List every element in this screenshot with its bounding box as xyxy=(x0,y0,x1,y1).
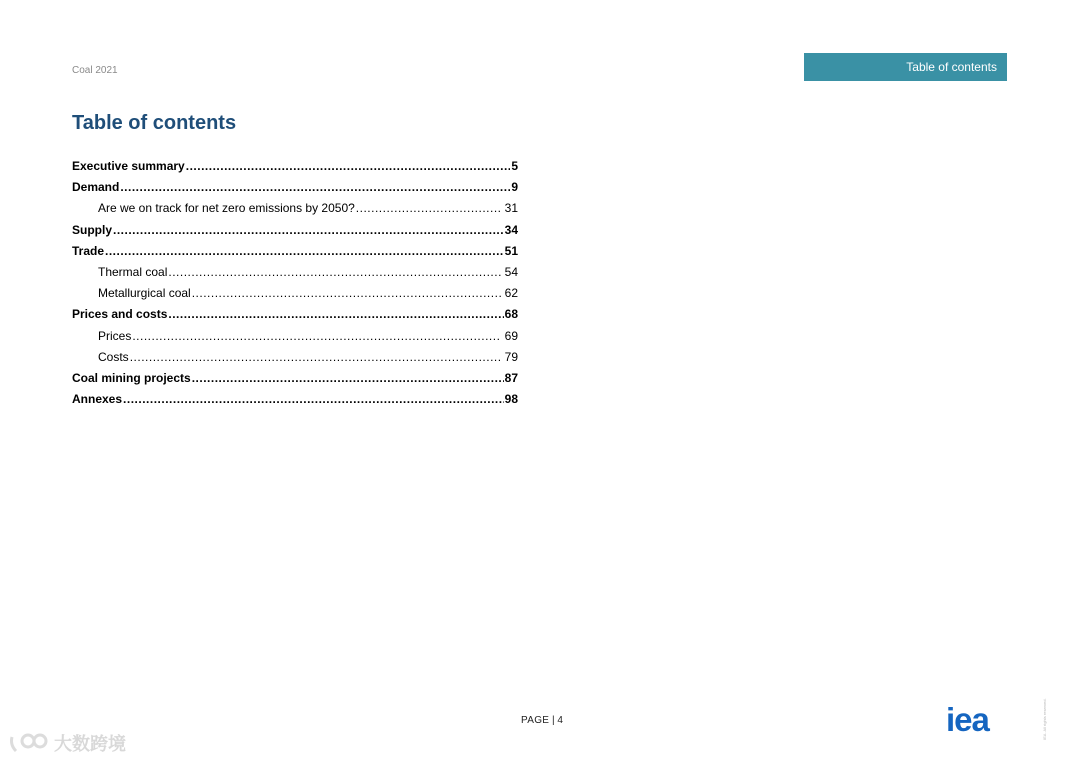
table-of-contents xyxy=(72,156,518,410)
toc-entry[interactable] xyxy=(72,326,518,347)
toc-entry-page: 31 xyxy=(504,201,518,216)
toc-entry[interactable] xyxy=(72,177,518,198)
rights-notice: IEA. All rights reserved. xyxy=(1042,698,1047,740)
toc-leader-dots xyxy=(120,177,510,198)
toc-leader-dots xyxy=(123,389,504,410)
toc-leader-dots xyxy=(168,262,500,283)
toc-entry-label: Coal mining projects xyxy=(72,370,191,385)
toc-entry-label: Demand xyxy=(72,180,120,195)
toc-entry[interactable] xyxy=(72,304,518,325)
watermark-text: 大数跨境 xyxy=(54,734,126,754)
section-tab xyxy=(804,53,1007,81)
toc-entry-page: 79 xyxy=(504,349,518,364)
toc-leader-dots xyxy=(168,304,503,325)
toc-leader-dots xyxy=(132,326,500,347)
section-tab-label: Table of contents xyxy=(906,60,997,74)
toc-entry-label: Thermal coal xyxy=(98,264,168,279)
toc-leader-dots xyxy=(356,198,501,219)
toc-entry[interactable] xyxy=(72,198,518,219)
toc-entry-label: Annexes xyxy=(72,392,123,407)
toc-leader-dots xyxy=(113,220,504,241)
toc-leader-dots xyxy=(130,347,501,368)
toc-entry[interactable] xyxy=(72,156,518,177)
toc-entry-label: Trade xyxy=(72,243,105,258)
toc-entry-label: Metallurgical coal xyxy=(98,286,191,301)
toc-entry-page: 9 xyxy=(511,180,518,195)
iea-logo xyxy=(946,703,1008,735)
page-separator: | xyxy=(549,715,558,726)
toc-leader-dots xyxy=(186,156,511,177)
page-title: Table of contents xyxy=(72,112,237,134)
toc-entry-label: Costs xyxy=(98,349,129,364)
toc-entry-label: Executive summary xyxy=(72,159,185,173)
document-label: Coal 2021 xyxy=(72,65,118,76)
toc-entry-page: 87 xyxy=(504,370,518,385)
watermark xyxy=(8,730,126,756)
toc-entry-label: Prices and costs xyxy=(72,307,168,322)
toc-entry[interactable] xyxy=(72,220,518,241)
page-word: PAGE xyxy=(521,715,550,726)
toc-entry-page: 54 xyxy=(504,264,518,279)
toc-leader-dots xyxy=(192,368,504,389)
page-footer xyxy=(521,715,563,726)
toc-entry-label: Supply xyxy=(72,222,113,237)
toc-entry[interactable] xyxy=(72,368,518,389)
toc-entry-page: 62 xyxy=(504,286,518,301)
toc-leader-dots xyxy=(105,241,504,262)
toc-entry[interactable] xyxy=(72,347,518,368)
page-number: 4 xyxy=(557,715,563,726)
toc-entry-page: 98 xyxy=(504,392,518,407)
watermark-logo-icon xyxy=(8,731,50,755)
toc-entry-page: 69 xyxy=(504,328,518,343)
toc-entry-page: 68 xyxy=(504,307,518,322)
toc-entry-page: 5 xyxy=(511,159,518,173)
toc-entry[interactable] xyxy=(72,283,518,304)
toc-entry[interactable] xyxy=(72,241,518,262)
toc-entry-label: Prices xyxy=(98,328,132,343)
toc-entry-page: 34 xyxy=(504,222,518,237)
toc-entry-label: Are we on track for net zero emissions by 2050? xyxy=(98,201,355,216)
toc-leader-dots xyxy=(192,283,501,304)
iea-logo-text: iea xyxy=(946,703,989,735)
toc-entry[interactable] xyxy=(72,389,518,410)
toc-entry[interactable] xyxy=(72,262,518,283)
toc-entry-page: 51 xyxy=(504,243,518,258)
